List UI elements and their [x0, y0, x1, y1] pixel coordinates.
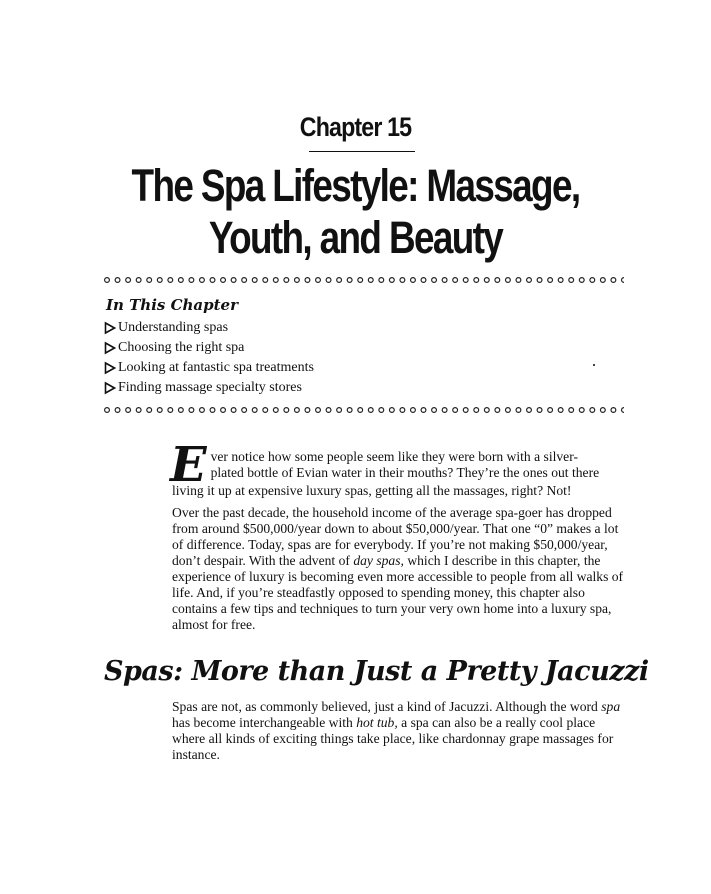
chapter-title-line-2: Youth, and Beauty: [208, 212, 503, 263]
divider-dot: [305, 278, 310, 283]
divider-dot: [537, 278, 542, 283]
divider-dot: [273, 408, 278, 413]
divider-dot: [221, 278, 226, 283]
paragraph-2: [172, 505, 628, 633]
divider-dot: [136, 408, 141, 413]
dotted-divider-top: [104, 276, 624, 284]
divider-dot: [221, 408, 226, 413]
divider-dot: [506, 408, 511, 413]
divider-dot: [178, 408, 183, 413]
divider-dot: [484, 408, 489, 413]
divider-dot: [200, 278, 205, 283]
divider-dot: [579, 408, 584, 413]
divider-dot: [115, 278, 120, 283]
triangle-bullet-icon: [104, 341, 116, 355]
divider-dot: [432, 408, 437, 413]
list-item: [104, 358, 314, 378]
divider-dot: [147, 278, 152, 283]
divider-dot: [569, 408, 574, 413]
divider-dot: [368, 408, 373, 413]
divider-dot: [189, 278, 194, 283]
divider-dot: [252, 278, 257, 283]
section-part-1: Spas are not, as commonly believed, just a kind of Jacuzzi. Although the word: [172, 699, 602, 714]
divider-dot: [316, 408, 321, 413]
triangle-bullet-icon: [104, 321, 116, 335]
paragraph-2-part-2: which I describe in this chapter, the experience of luxury is becoming even more accessible to people from all walks of life. And, if you’re steadfastly opposed to spending money, this chapter also contains a few tips and techniques to turn your very own home into a luxury spa, almost for free.: [172, 553, 624, 632]
chapter-label: Chapter 15: [299, 112, 412, 142]
divider-dot: [400, 408, 405, 413]
chapter-title: [0, 160, 711, 264]
divider-dot: [453, 278, 458, 283]
divider-dot: [242, 408, 247, 413]
intro-paragraph: [170, 437, 628, 499]
divider-dot: [189, 408, 194, 413]
divider-dot: [263, 408, 268, 413]
divider-dot: [600, 278, 605, 283]
divider-dot: [506, 278, 511, 283]
divider-dot: [126, 278, 131, 283]
section-part-2: has become interchangeable with: [172, 715, 357, 730]
divider-dot: [453, 408, 458, 413]
section-heading: Spas: More than Just a Pretty Jacuzzi: [104, 656, 649, 687]
divider-dot: [126, 408, 131, 413]
divider-dot: [178, 278, 183, 283]
divider-dot: [527, 278, 532, 283]
divider-dot: [442, 408, 447, 413]
divider-dot: [463, 278, 468, 283]
section-paragraph-text: [172, 699, 628, 763]
divider-dot: [474, 408, 479, 413]
divider-dot: [389, 278, 394, 283]
divider-dot: [590, 278, 595, 283]
list-item-text: Finding massage specialty stores: [118, 380, 302, 395]
divider-dot: [337, 278, 342, 283]
divider-dot: [200, 408, 205, 413]
emphasis-day-spas: day spas,: [353, 553, 404, 568]
triangle-bullet-icon: [104, 361, 116, 375]
divider-dot: [358, 278, 363, 283]
divider-dot: [210, 278, 215, 283]
chapter-label-underline: [309, 151, 415, 152]
divider-dot: [463, 408, 468, 413]
divider-dot: [495, 408, 500, 413]
divider-dot: [368, 278, 373, 283]
divider-dot: [347, 278, 352, 283]
divider-dot: [326, 278, 331, 283]
divider-dot: [115, 408, 120, 413]
divider-dot: [168, 278, 173, 283]
paragraph-2-text: [172, 505, 628, 633]
list-item: [104, 338, 314, 358]
list-item-text: Understanding spas: [118, 320, 229, 335]
divider-dot: [379, 278, 384, 283]
divider-dot: [284, 278, 289, 283]
divider-dot: [105, 408, 110, 413]
section-paragraph: [172, 699, 628, 763]
in-this-chapter-list: [104, 318, 314, 398]
chapter-title-line-1: The Spa Lifestyle: Massage,: [131, 160, 580, 211]
list-item: [104, 318, 314, 338]
divider-dot: [252, 408, 257, 413]
divider-dot: [516, 278, 521, 283]
divider-dot: [611, 408, 616, 413]
divider-dot: [411, 278, 416, 283]
divider-dot: [157, 278, 162, 283]
emphasis-spa: spa: [601, 699, 621, 714]
divider-dot: [558, 408, 563, 413]
divider-dot: [316, 278, 321, 283]
divider-dot: [136, 278, 141, 283]
divider-dot: [537, 408, 542, 413]
divider-dot: [590, 408, 595, 413]
drop-cap: E: [170, 437, 207, 493]
divider-dot: [600, 408, 605, 413]
divider-dot: [474, 278, 479, 283]
divider-dot: [622, 408, 624, 413]
divider-dot: [379, 408, 384, 413]
emphasis-hot-tub: hot tub,: [356, 715, 398, 730]
intro-line-1: ver notice how some people seem like they were born with a silver-: [210, 449, 578, 464]
divider-dot: [242, 278, 247, 283]
intro-line-2: plated bottle of Evian water in their mouths? They’re the ones out there: [210, 465, 600, 480]
divider-dot: [210, 408, 215, 413]
section-part-3: a spa can also be a really cool place where all kinds of exciting things take place, like chardonnay grape massages for instance.: [172, 715, 614, 762]
divider-dot: [231, 278, 236, 283]
scan-speck: [593, 364, 595, 366]
divider-dot: [527, 408, 532, 413]
divider-dot: [558, 278, 563, 283]
divider-dot: [569, 278, 574, 283]
paragraph-2-part-1: Over the past decade, the household income of the average spa-goer has dropped from around $500,000/year down to about $50,000/year. That one “0” makes a lot of difference. Today, spas are for everybody. If you’re not making $50,000/year, don’t despair. With the advent of: [172, 505, 619, 568]
divider-dot: [147, 408, 152, 413]
divider-dot: [273, 278, 278, 283]
list-item-text: Choosing the right spa: [118, 340, 245, 355]
divider-dot: [284, 408, 289, 413]
divider-dot: [442, 278, 447, 283]
dotted-divider-bottom: [104, 406, 624, 414]
divider-dot: [295, 408, 300, 413]
divider-dot: [231, 408, 236, 413]
intro-line-3: living it up at expensive luxury spas, getting all the massages, right? Not!: [172, 483, 572, 498]
divider-dot: [432, 278, 437, 283]
divider-dot: [305, 408, 310, 413]
divider-dot: [389, 408, 394, 413]
divider-dot: [358, 408, 363, 413]
divider-dot: [263, 278, 268, 283]
divider-dot: [611, 278, 616, 283]
divider-dot: [347, 408, 352, 413]
divider-dot: [421, 278, 426, 283]
divider-dot: [168, 408, 173, 413]
divider-dot: [484, 278, 489, 283]
divider-dot: [548, 408, 553, 413]
divider-dot: [548, 278, 553, 283]
divider-dot: [421, 408, 426, 413]
divider-dot: [411, 408, 416, 413]
divider-dot: [622, 278, 624, 283]
divider-dot: [157, 408, 162, 413]
divider-dot: [495, 278, 500, 283]
divider-dot: [326, 408, 331, 413]
triangle-bullet-icon: [104, 381, 116, 395]
divider-dot: [337, 408, 342, 413]
divider-dot: [295, 278, 300, 283]
list-item-text: Looking at fantastic spa treatments: [118, 360, 314, 375]
list-item: [104, 378, 314, 398]
in-this-chapter-heading: In This Chapter: [106, 296, 239, 314]
divider-dot: [579, 278, 584, 283]
divider-dot: [516, 408, 521, 413]
divider-dot: [105, 278, 110, 283]
divider-dot: [400, 278, 405, 283]
